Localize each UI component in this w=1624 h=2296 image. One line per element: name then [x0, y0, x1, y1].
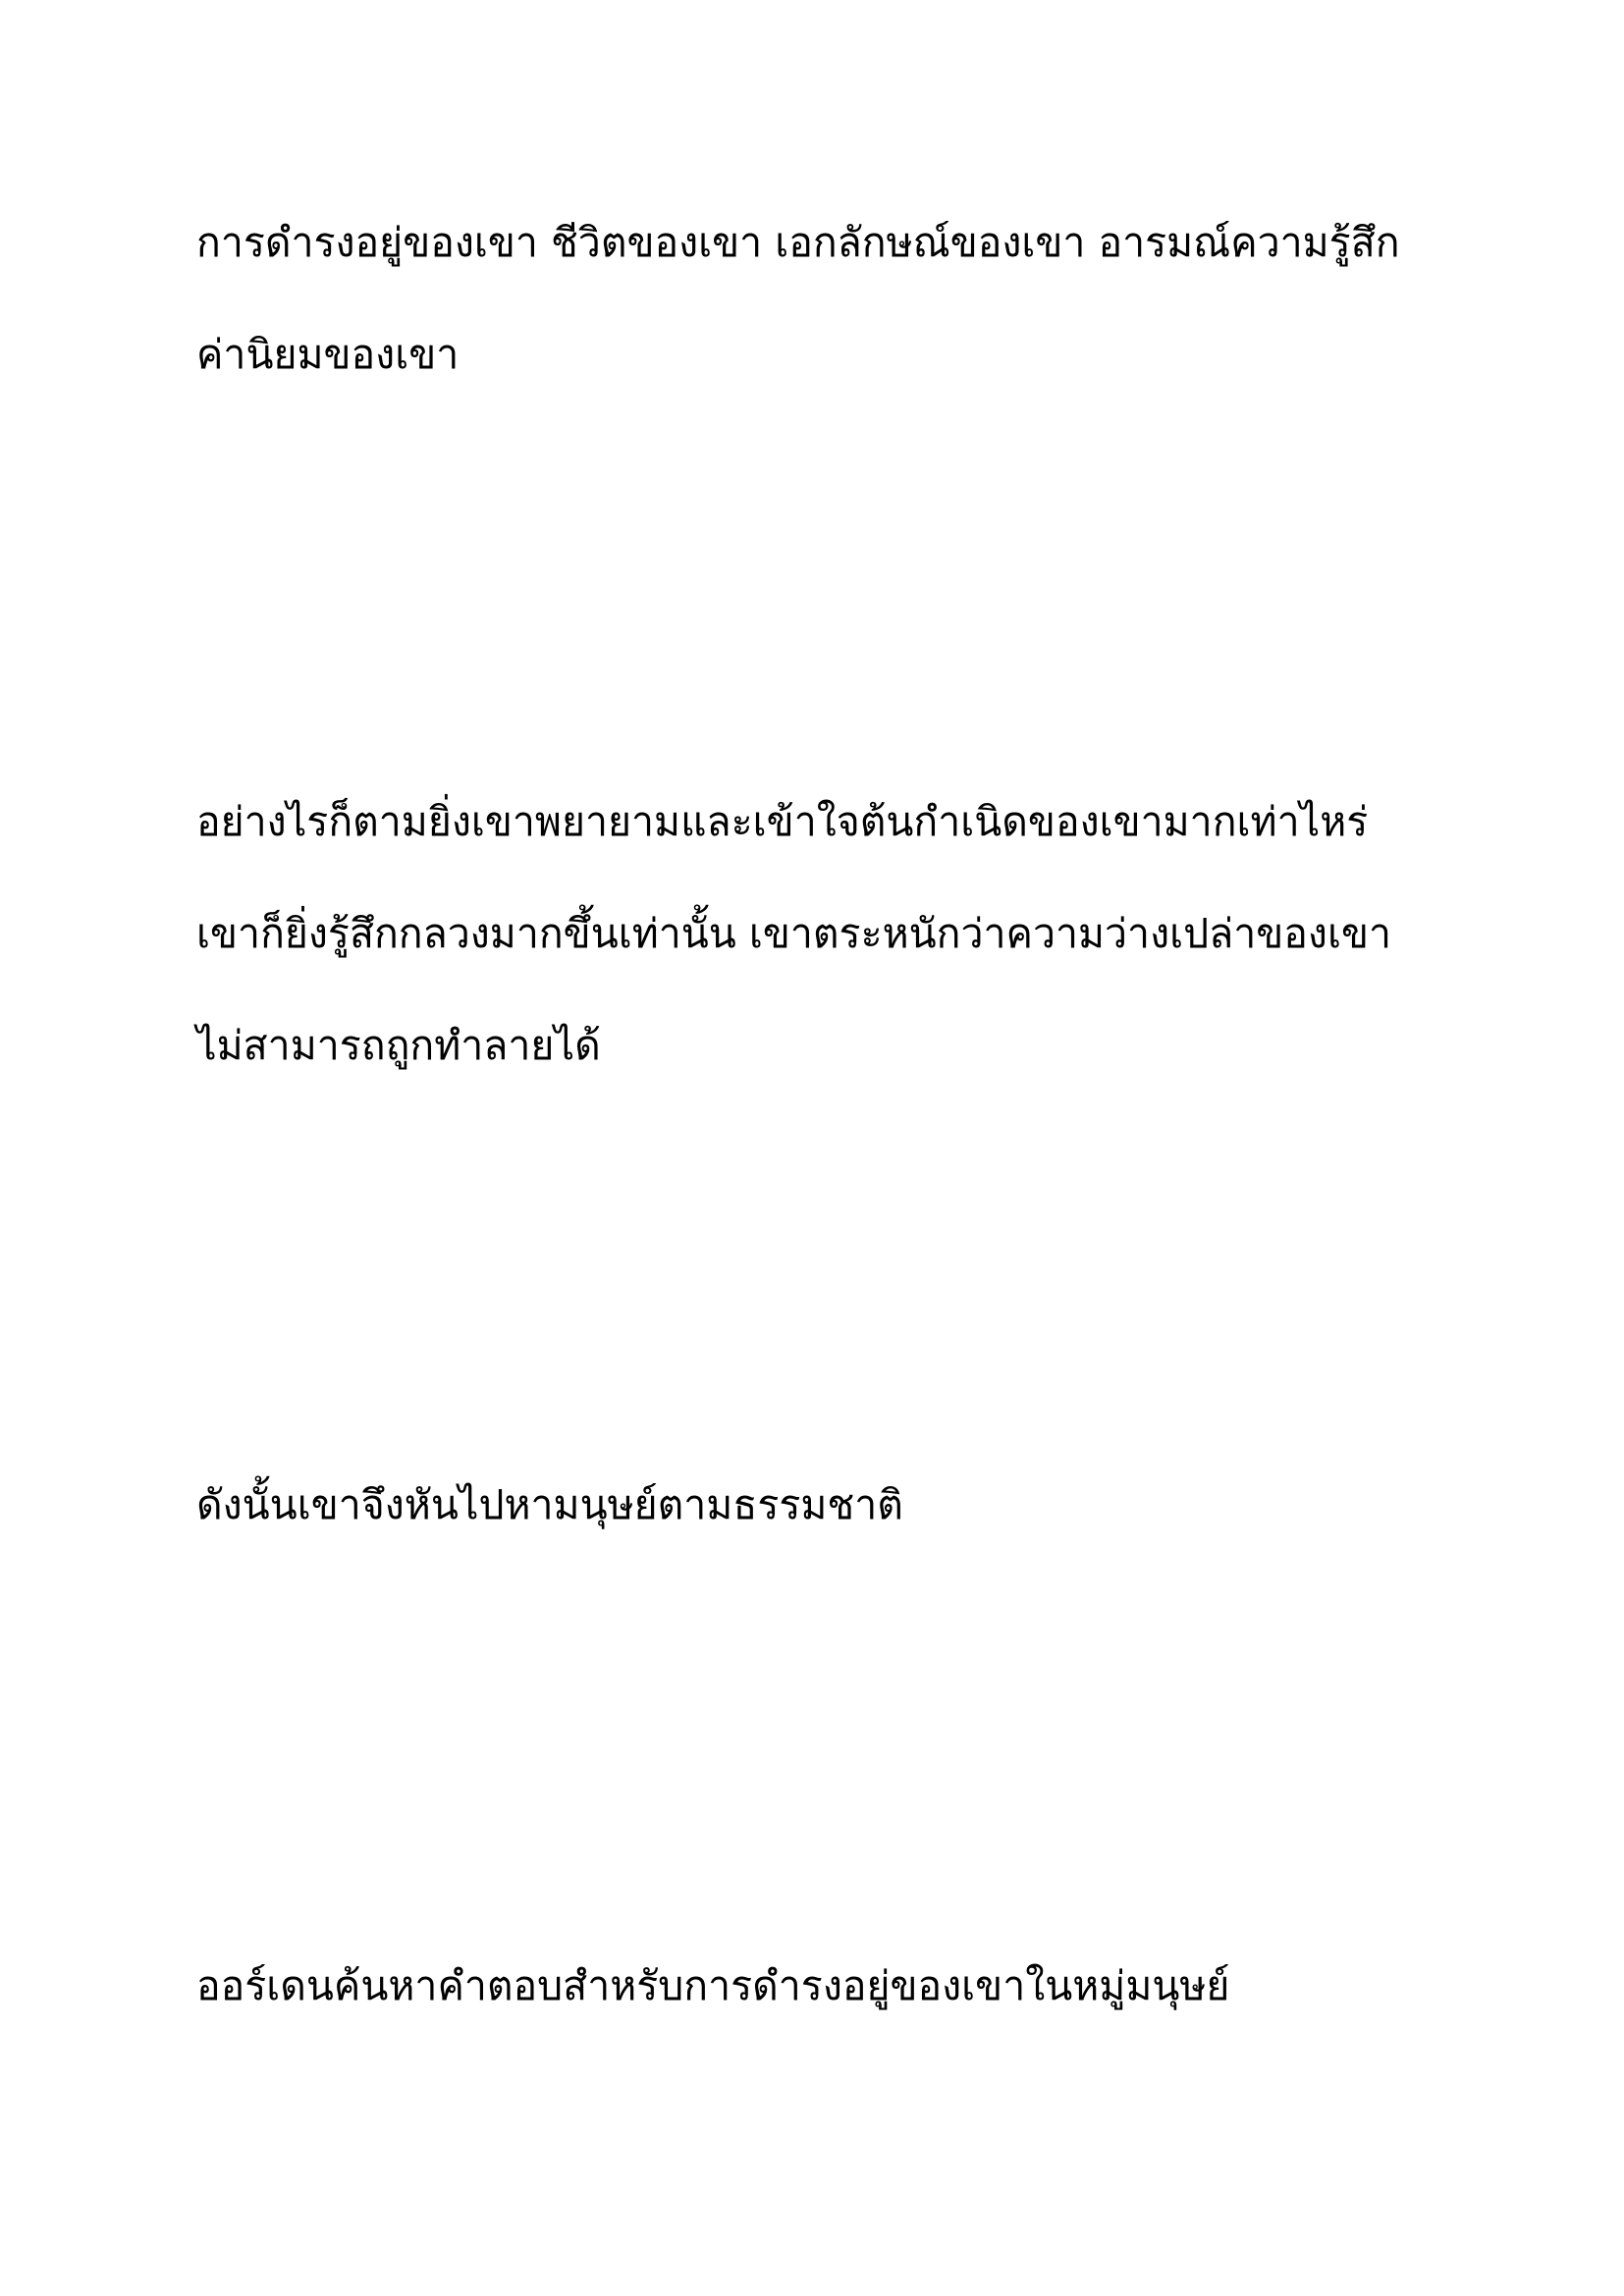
paragraph-2: [196, 766, 1492, 1101]
paragraph-4: [196, 1930, 1492, 2042]
paragraph-line: ไม่สามารถถูกทำลายได้: [196, 1022, 601, 1069]
paragraph-line: ค่านิยมของเขา: [196, 331, 460, 378]
paragraph-line: อย่างไรก็ตามยิ่งเขาพยายามและเข้าใจต้นกำเนิดของเขามากเท่าไหร่: [196, 798, 1369, 845]
paragraph-line: ดังนั้นเขาจึงหันไปหามนุษย์ตามธรรมชาติ: [196, 1481, 903, 1528]
paragraph-line: ออร์เดนค้นหาคำตอบสำหรับการดำรงอยู่ของเขาในหมู่มนุษย์: [196, 1962, 1230, 2009]
paragraph-line: เขาก็ยิ่งรู้สึกกลวงมากขึ้นเท่านั้น เขาตระหนักว่าความว่างเปล่าของเขา: [196, 910, 1392, 957]
paragraph-line: การดำรงอยู่ของเขา ชีวิตของเขา เอกลักษณ์ของเขา อารมณ์ความรู้สึก: [196, 219, 1400, 266]
paragraph-3: [196, 1449, 1492, 1561]
paragraph-1: [196, 187, 1492, 410]
